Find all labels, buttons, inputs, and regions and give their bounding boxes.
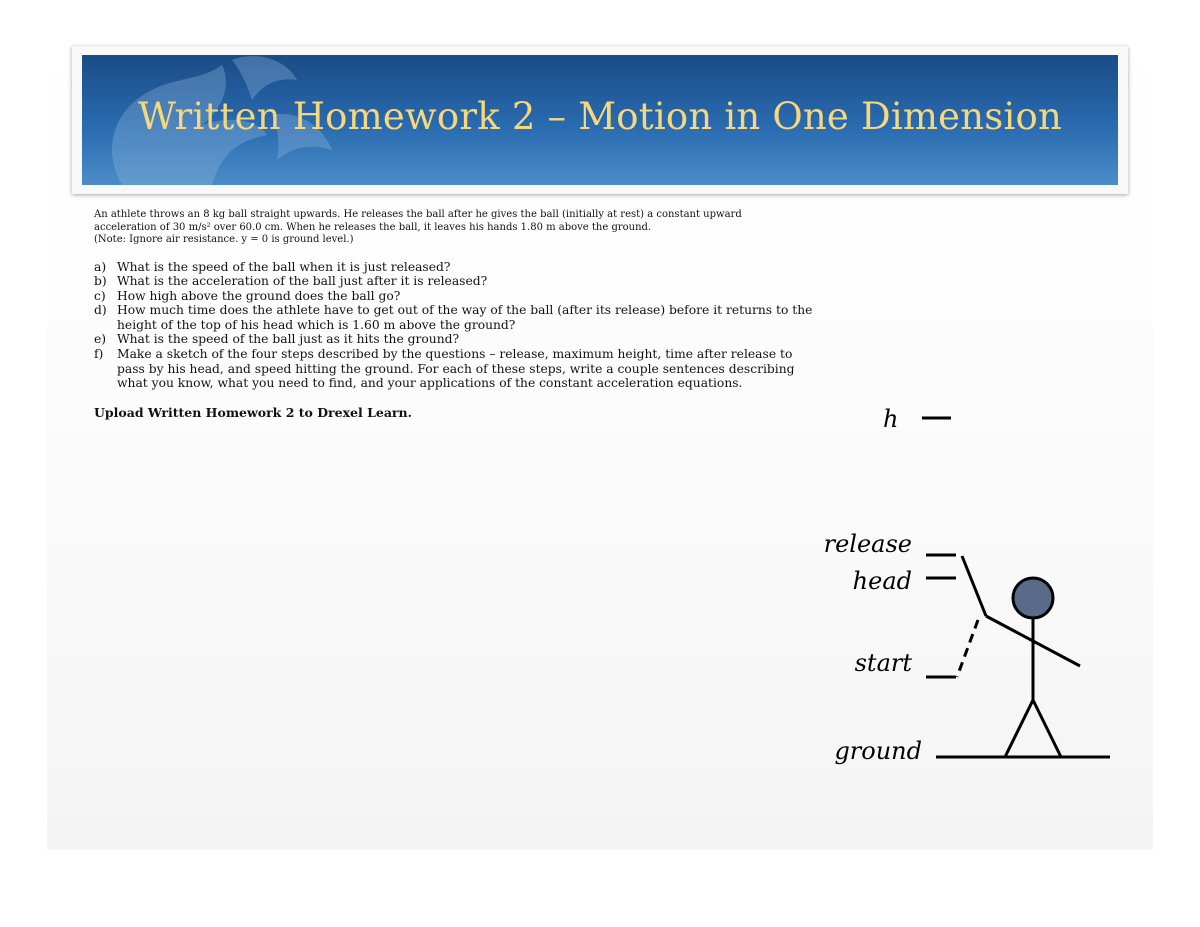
- stick-figure-right-leg: [1033, 700, 1061, 757]
- question-list: [94, 260, 814, 391]
- question-letter: c): [94, 288, 106, 303]
- stick-figure-left-leg: [1005, 700, 1033, 757]
- title-banner: [82, 55, 1118, 185]
- question-letter: a): [94, 259, 107, 274]
- question-item: [94, 303, 814, 332]
- upload-instruction: Upload Written Homework 2 to Drexel Learn.: [94, 404, 412, 420]
- label-release: release: [823, 530, 912, 558]
- question-text: What is the speed of the ball when it is just released?: [117, 259, 451, 274]
- throw-path-dashed: [957, 620, 978, 677]
- label-start: start: [854, 649, 912, 677]
- intro-line: An athlete throws an 8 kg ball straight upwards. He releases the ball after he gives the ball (initially at rest) a constant upward: [94, 209, 742, 220]
- question-text: What is the speed of the ball just as it hits the ground?: [117, 332, 460, 347]
- question-letter: d): [94, 303, 107, 318]
- question-letter: e): [94, 332, 107, 347]
- raised-forearm: [962, 556, 986, 616]
- question-text: How high above the ground does the ball go?: [117, 288, 401, 303]
- intro-line: acceleration of 30 m/s² over 60.0 cm. When he releases the ball, it leaves his hands 1.80 m above the ground.: [94, 221, 652, 233]
- question-text: What is the acceleration of the ball just after it is released?: [117, 274, 488, 289]
- intro-line: (Note: Ignore air resistance. y = 0 is ground level.): [94, 234, 354, 245]
- question-text: Make a sketch of the four steps described by the questions – release, maximum height, time after release to pass by his head, and speed hitting the ground. For each of these steps, write a couple sentences describing what you know, what you need to find, and your applications of the constant acceleration equations.: [117, 347, 795, 391]
- problem-intro: [94, 209, 814, 247]
- question-item: [94, 347, 814, 391]
- stick-figure-head: [1013, 578, 1053, 618]
- label-head: head: [852, 567, 912, 595]
- question-letter: f): [94, 347, 104, 362]
- homework-body: [94, 209, 814, 420]
- question-text: How much time does the athlete have to get out of the way of the ball (after its release) before it returns to the height of the top of his head which is 1.60 m above the ground?: [117, 303, 813, 332]
- label-h: h: [883, 405, 899, 433]
- question-item: [94, 289, 814, 304]
- question-item: [94, 332, 814, 347]
- question-item: [94, 260, 814, 275]
- stick-figure-diagram: [800, 390, 1120, 780]
- page-title: Written Homework 2 – Motion in One Dimension: [137, 95, 1063, 138]
- question-letter: b): [94, 274, 107, 289]
- label-ground: ground: [834, 737, 922, 765]
- question-item: [94, 274, 814, 289]
